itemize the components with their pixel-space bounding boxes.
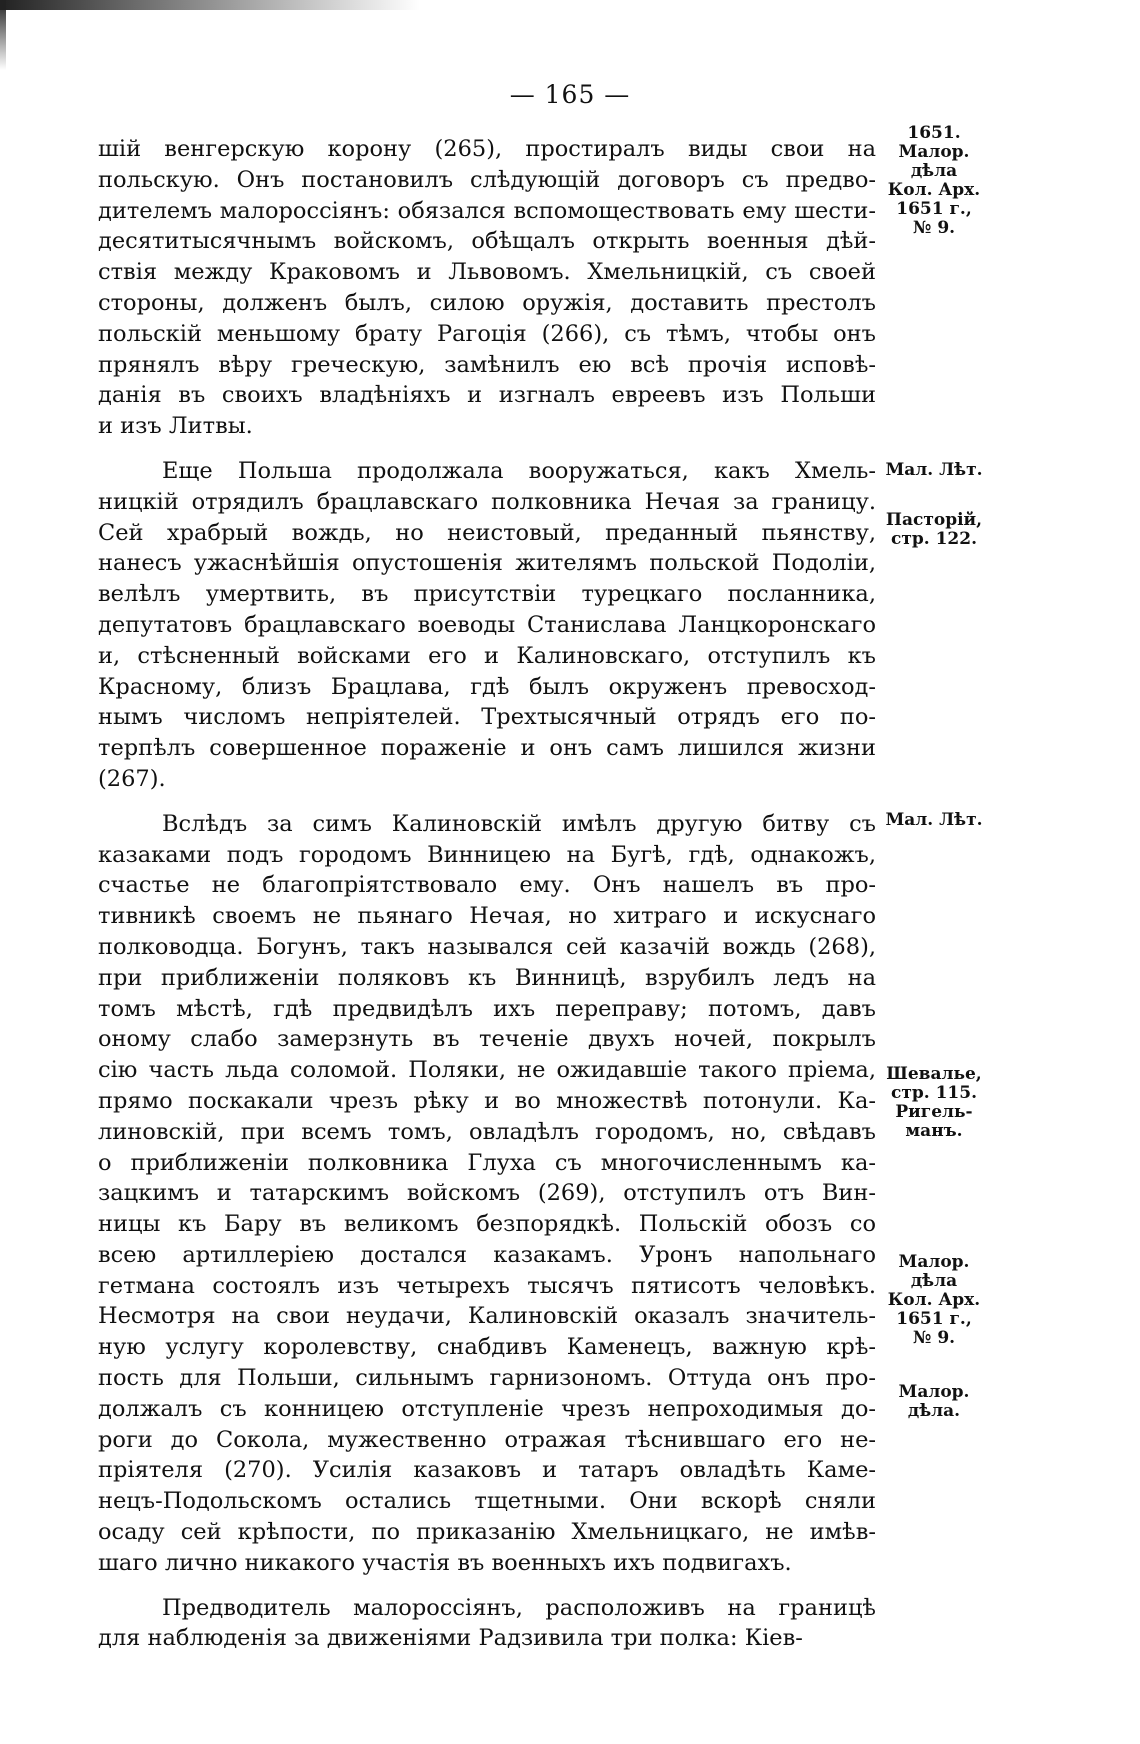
page-number: — 165 — — [509, 80, 631, 109]
text-line: ствія между Краковомъ и Львовомъ. Хмельницкій, съ своей — [98, 259, 876, 286]
text-line: гетмана состоялъ изъ четырехъ тысячъ пятисотъ человѣкъ. — [98, 1272, 876, 1299]
text-line: нымъ числомъ непріятелей. Трехтысячный отрядъ его по- — [98, 704, 876, 731]
margin-note: Малор. дѣла. — [898, 1382, 970, 1421]
text-line: казаками подъ городомъ Винницею на Бугѣ, гдѣ, однакожъ, — [98, 841, 876, 868]
text-line: линовскій, при всемъ томъ, овладѣлъ городомъ, но, свѣдавъ — [98, 1118, 876, 1145]
text-line: пость для Польши, сильнымъ гарнизономъ. Оттуда онъ про- — [98, 1365, 876, 1392]
text-line: полководца. Богунъ, такъ назывался сей казачій вождь (268), — [98, 933, 876, 960]
paragraph — [98, 809, 876, 1579]
text-line: Еще Польша продолжала вооружаться, какъ Хмель- — [162, 457, 876, 484]
text-line: данія въ своихъ владѣніяхъ и изгналъ евреевъ изъ Польши — [98, 382, 876, 409]
text-line: нанесъ ужаснѣйшія опустошенія жителямъ польской Подоліи, — [98, 550, 876, 577]
text-line: Несмотря на свои неудачи, Калиновскій оказалъ значитель- — [98, 1303, 876, 1330]
text-line: Вслѣдъ за симъ Калиновскій имѣлъ другую битву съ — [162, 810, 876, 837]
text-line: ную услугу королевству, снабдивъ Каменецъ, важную крѣ- — [98, 1334, 876, 1361]
text-line: дителемъ малороссіянъ: обязался вспомоществовать ему шести- — [98, 197, 876, 224]
scan-edge-shadow-left — [0, 0, 6, 70]
text-line: для наблюденія за движеніями Радзивила три полка: Кіев- — [98, 1625, 803, 1652]
text-line: и, стѣсненный войсками его и Калиновскаго, отступилъ къ — [98, 642, 876, 669]
margin-note: Малор. дѣла Кол. Арх. 1651 г., № 9. — [887, 1252, 981, 1348]
text-line: счастье не благопріятствовало ему. Онъ нашелъ въ про- — [98, 872, 876, 899]
text-line: осаду сей крѣпости, по приказанію Хмельницкаго, не имѣв- — [98, 1519, 876, 1546]
text-line: стороны, долженъ былъ, силою оружія, доставить престолъ — [98, 289, 876, 316]
scan-edge-shadow — [0, 0, 420, 10]
text-line: оному слабо замерзнуть въ теченіе двухъ ночей, покрылъ — [98, 1026, 876, 1053]
text-line: (267). — [98, 765, 166, 792]
text-line: зацкимъ и татарскимъ войскомъ (269), отступилъ отъ Вин- — [98, 1180, 876, 1207]
text-line: прянялъ вѣру греческую, замѣнилъ ею всѣ прочія исповѣ- — [98, 351, 876, 378]
text-line: сію часть льда соломой. Поляки, не ожидавшіе такого пріема, — [98, 1057, 876, 1084]
text-line: роги до Сокола, мужественно отражая тѣснившаго его не- — [98, 1426, 876, 1453]
text-line: шаго лично никакого участія въ военныхъ ихъ подвигахъ. — [98, 1549, 792, 1576]
margin-note: 1651. Малор. дѣла Кол. Арх. 1651 г., № 9. — [887, 123, 981, 238]
text-line: должалъ съ конницею отступленіе чрезъ непроходимыя до- — [98, 1395, 876, 1422]
text-line: всею артиллеріею достался казакамъ. Уронъ напольнаго — [98, 1241, 876, 1268]
text-line: депутатовъ брацлавскаго воеводы Станислава Ланцкоронскаго — [98, 611, 876, 638]
text-line: при приближеніи поляковъ къ Винницѣ, взрубилъ ледъ на — [98, 964, 876, 991]
text-line: и изъ Литвы. — [98, 413, 253, 440]
main-text — [98, 134, 876, 1654]
text-line: польскую. Онъ постановилъ слѣдующій договоръ съ предво- — [98, 166, 876, 193]
text-line: польскій меньшому брату Рагоція (266), съ тѣмъ, чтобы онъ — [98, 320, 876, 347]
text-line: десятитысячнымъ войскомъ, обѣщалъ открыть военныя дѣй- — [98, 228, 876, 255]
text-line: велѣлъ умертвить, въ присутствіи турецкаго посланника, — [98, 581, 876, 608]
margin-note: Мал. Лѣт. — [885, 810, 983, 830]
text-line: прямо поскакали чрезъ рѣку и во множествѣ потонули. Ка- — [98, 1087, 876, 1114]
text-line: Красному, близъ Брацлава, гдѣ былъ окруженъ превосход- — [98, 673, 876, 700]
text-line: нецъ-Подольскомъ остались тщетными. Они вскорѣ сняли — [98, 1488, 876, 1515]
paragraph — [98, 456, 876, 795]
paragraph — [98, 1593, 876, 1655]
text-line: тивникѣ своемъ не пьянаго Нечая, но хитраго и искуснаго — [98, 903, 876, 930]
text-line: пріятеля (270). Усилія казаковъ и татаръ овладѣть Каме- — [98, 1457, 876, 1484]
paragraph — [98, 134, 876, 442]
margin-note: Мал. Лѣт. — [885, 460, 983, 480]
text-line: терпѣлъ совершенное пораженіе и онъ самъ лишился жизни — [98, 735, 876, 762]
text-line: ницы къ Бару въ великомъ безпорядкѣ. Польскій обозъ со — [98, 1211, 876, 1238]
margin-note: Шевалье, стр. 115. Ригель- манъ. — [886, 1064, 982, 1141]
text-line: Предводитель малороссіянъ, расположивъ на границѣ — [162, 1594, 876, 1621]
text-line: шій венгерскую корону (265), простиралъ виды свои на — [98, 136, 876, 162]
text-line: Сей храбрый вождь, но неистовый, преданный пьянству, — [98, 519, 876, 546]
text-line: о приближеніи полковника Глуха съ многочисленнымъ ка- — [98, 1149, 876, 1176]
text-line: ницкій отрядилъ брацлавскаго полковника Нечая за границу. — [98, 488, 876, 515]
text-line: томъ мѣстѣ, гдѣ предвидѣлъ ихъ переправу; потомъ, давъ — [98, 995, 876, 1022]
margin-note: Пасторій, стр. 122. — [885, 510, 983, 549]
